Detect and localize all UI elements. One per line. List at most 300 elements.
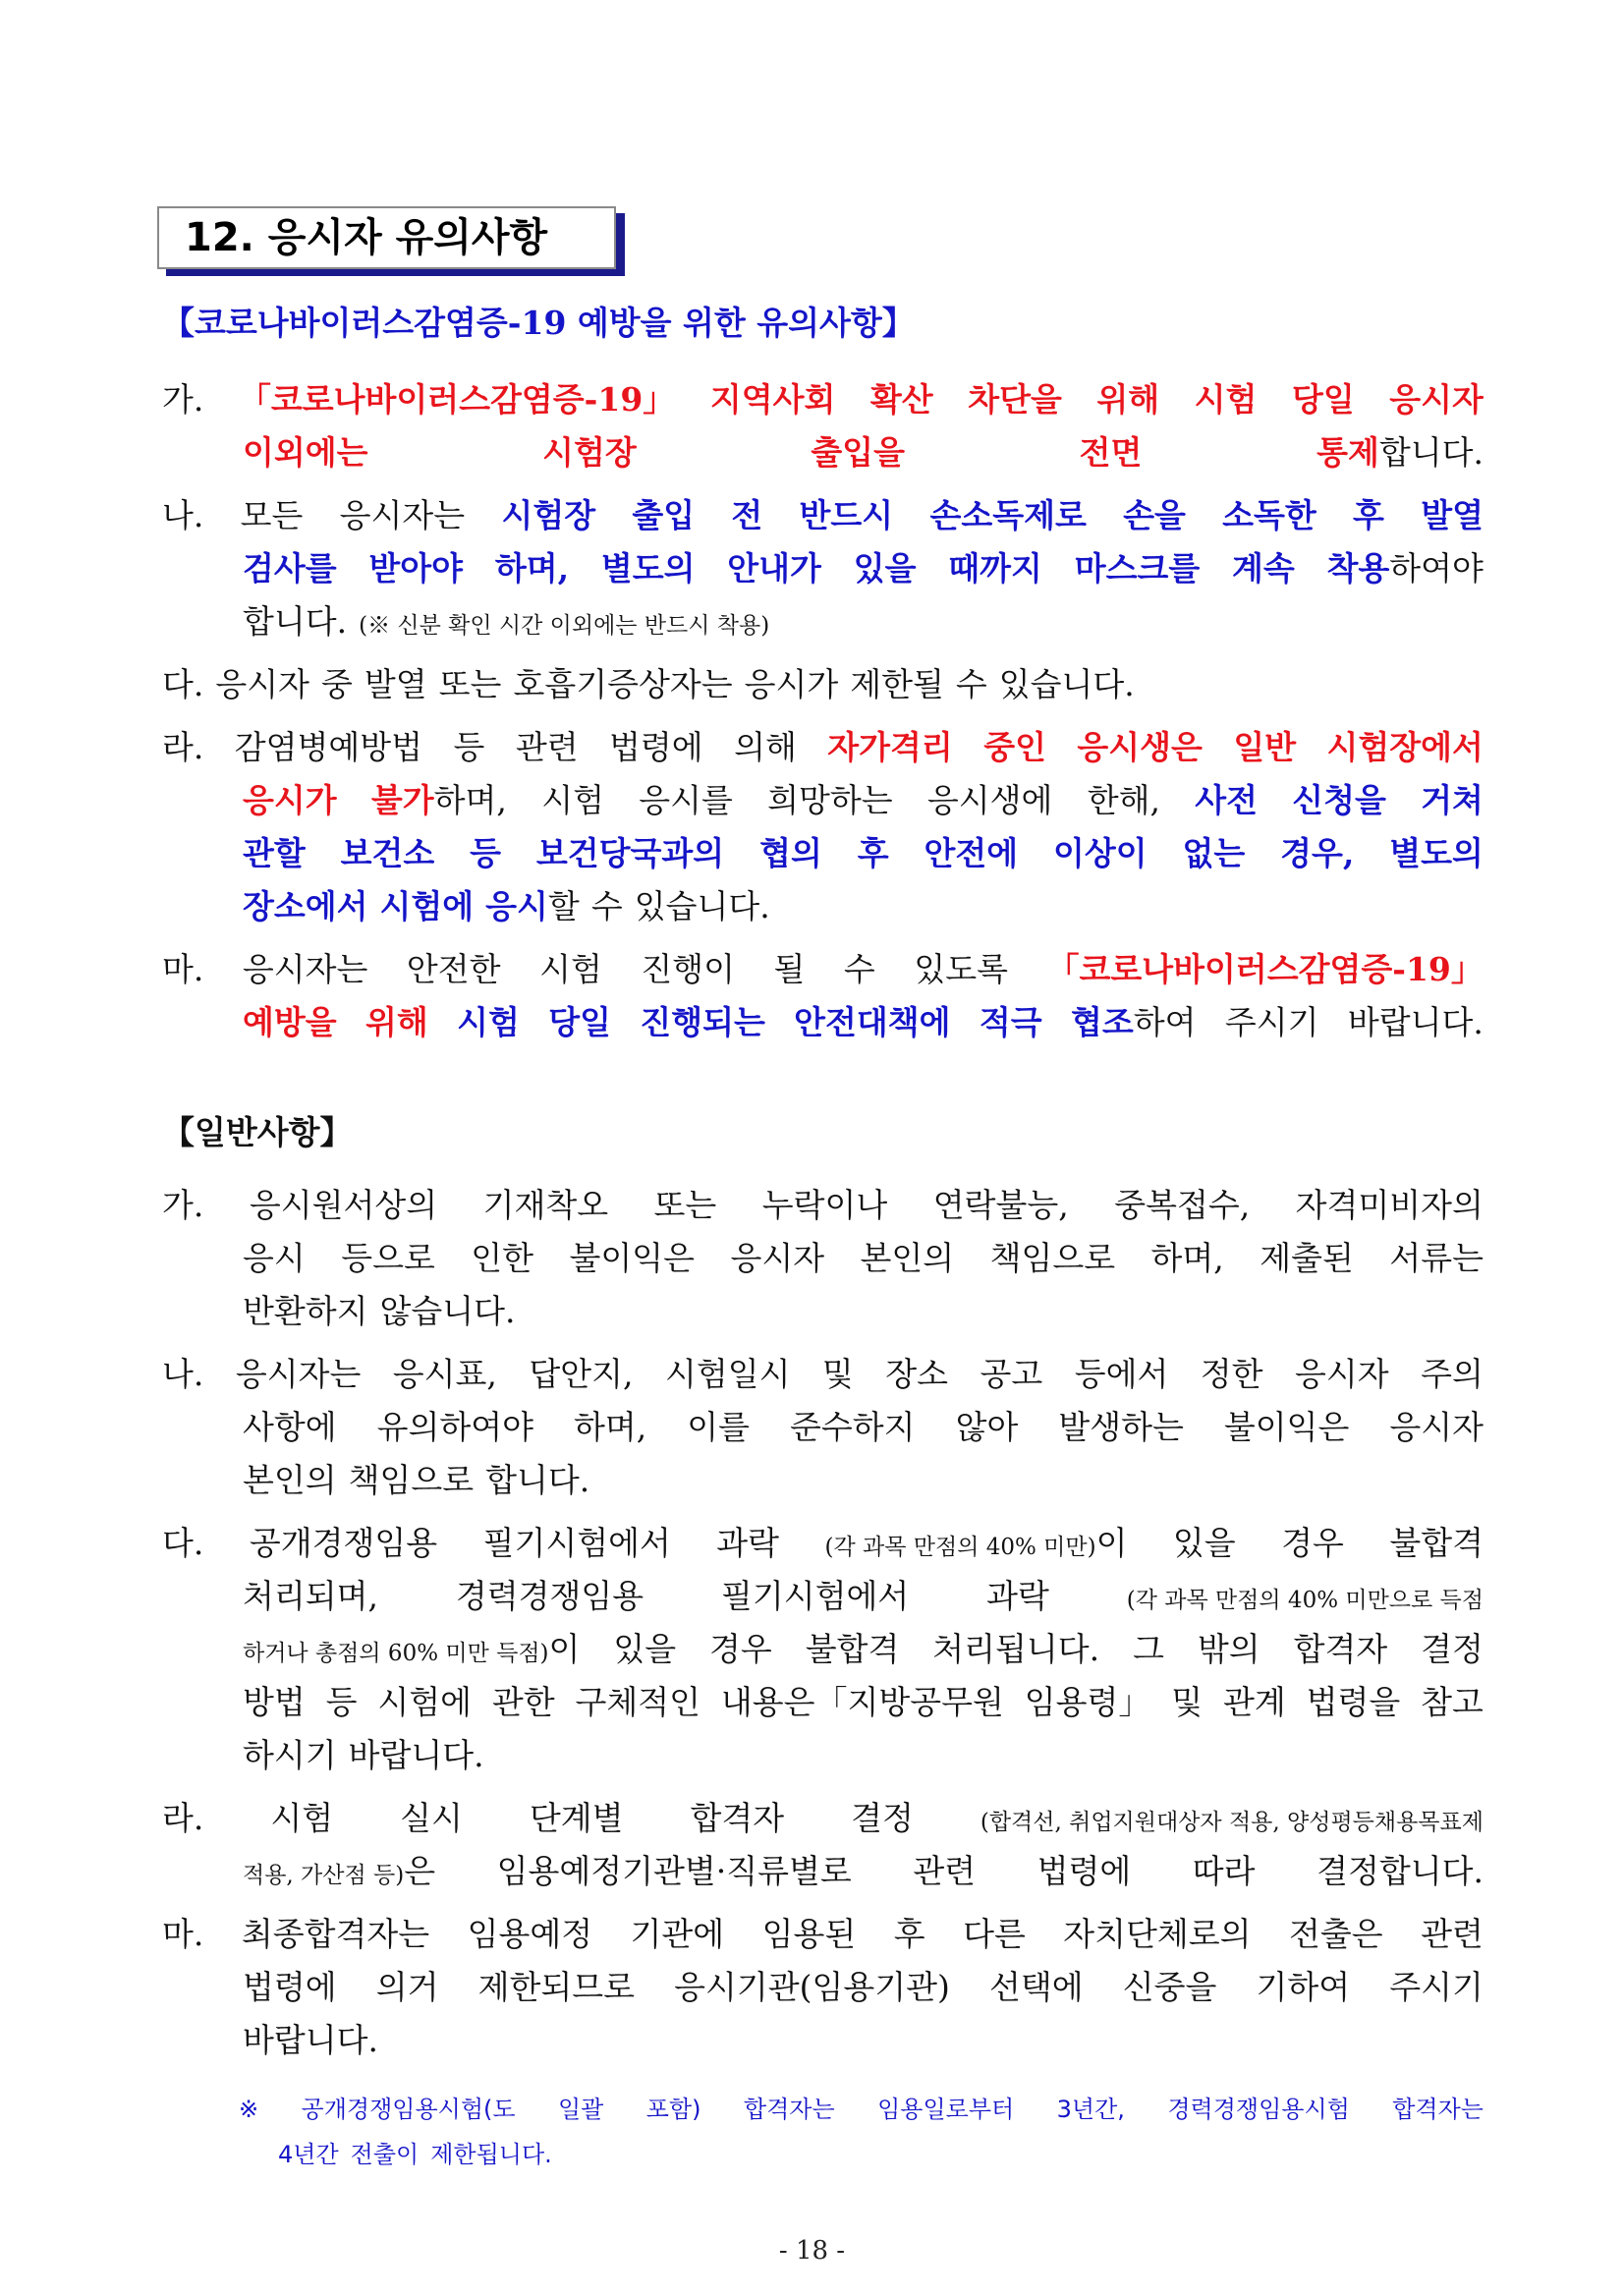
word xyxy=(1389,1232,1484,1285)
word xyxy=(341,827,435,880)
word-text: 보건소 xyxy=(340,834,435,872)
word-text: 출입을 xyxy=(811,433,906,472)
word-text: 하시기 xyxy=(243,1736,337,1774)
word xyxy=(1088,774,1160,827)
word-text: 제한되므로 xyxy=(477,1968,636,2006)
word xyxy=(243,943,368,996)
word xyxy=(1421,1623,1484,1676)
word xyxy=(1389,1401,1484,1454)
word-text: 응시가 xyxy=(744,665,839,703)
word xyxy=(162,943,203,996)
word-text: 등 xyxy=(470,834,502,872)
word xyxy=(529,1348,633,1401)
word-text: 기재착오 xyxy=(482,1186,609,1224)
text-line xyxy=(162,489,1484,542)
word-text: 수 xyxy=(590,887,623,925)
word xyxy=(674,1961,950,2014)
word xyxy=(613,1623,676,1676)
word-text: 진행이 xyxy=(641,950,735,988)
word xyxy=(894,1908,925,1961)
word-text: 발생하는 xyxy=(1058,1408,1184,1446)
word-text: 「코로나바이러스감염증-19」 xyxy=(1046,950,1484,988)
word-text: 응시기관(임용기관) xyxy=(674,1968,950,2006)
word xyxy=(239,2087,258,2132)
word xyxy=(371,774,507,827)
word xyxy=(243,1401,337,1454)
word xyxy=(639,774,733,827)
word xyxy=(1071,996,1197,1049)
word xyxy=(243,1623,580,1680)
word xyxy=(241,489,304,542)
word-text: 전 xyxy=(731,496,763,534)
word xyxy=(321,658,353,711)
word xyxy=(470,827,501,880)
word-text: 다. xyxy=(162,665,204,703)
word-text: 실시 xyxy=(400,1799,463,1837)
word xyxy=(1281,1517,1344,1570)
list-item xyxy=(162,489,1484,648)
word xyxy=(215,658,309,711)
word xyxy=(980,1792,1484,1849)
word xyxy=(243,827,306,880)
word xyxy=(927,774,1053,827)
word-text: 법령에 xyxy=(609,728,703,766)
word xyxy=(302,2087,516,2132)
word xyxy=(827,721,953,774)
word xyxy=(485,880,580,933)
word xyxy=(349,1454,475,1507)
word-text: 응시원서상의 xyxy=(249,1186,438,1224)
text-line xyxy=(162,1623,1484,1676)
word-text: 응시 xyxy=(485,887,548,925)
word-text: 의해 xyxy=(734,728,797,766)
word xyxy=(1260,1232,1354,1285)
word xyxy=(456,1570,644,1623)
word xyxy=(1232,542,1295,595)
word-text: 마. xyxy=(162,950,204,988)
word xyxy=(654,1179,717,1232)
word-text: 그 xyxy=(1133,1630,1164,1668)
word-text: 일괄 xyxy=(557,2096,604,2123)
word xyxy=(471,1232,533,1285)
word-text: 하거나 총점의 60% 미만 득점) xyxy=(243,1641,549,1666)
word xyxy=(483,1179,609,1232)
word xyxy=(762,1179,888,1232)
word-text: 지역사회 xyxy=(709,380,836,419)
word-text: (각 과목 만점의 40% 미만으로 득점 xyxy=(1126,1588,1484,1613)
word-text: 라. xyxy=(162,1799,204,1837)
word xyxy=(989,1961,1084,2014)
word xyxy=(439,658,502,711)
word-text: 준수하지 xyxy=(790,1408,916,1446)
word xyxy=(548,996,611,1049)
word xyxy=(457,996,520,1049)
word xyxy=(1151,1232,1224,1285)
word-text: 관련 xyxy=(1421,1915,1484,1953)
word-text: 안내가 xyxy=(727,549,821,588)
word xyxy=(239,373,675,426)
word xyxy=(243,426,368,479)
word xyxy=(1133,1623,1164,1676)
word xyxy=(326,1676,358,1729)
word xyxy=(497,1845,852,1898)
word xyxy=(1167,2087,1349,2132)
word-text: 협의 xyxy=(759,834,822,872)
page-number: - 18 - xyxy=(778,2236,846,2266)
word-text: 또는 xyxy=(438,665,502,703)
text-line xyxy=(162,595,1484,648)
word-text: 불이익은 xyxy=(1223,1408,1350,1446)
word-text: 시험 xyxy=(541,781,604,819)
word xyxy=(709,1623,772,1676)
word xyxy=(351,2132,420,2177)
word-text: 임용일로부터 xyxy=(877,2096,1015,2123)
word-text: 등에서 xyxy=(1074,1355,1169,1393)
word xyxy=(1198,1623,1260,1676)
word xyxy=(932,1623,1099,1676)
word-text: 또는 xyxy=(653,1186,717,1224)
word xyxy=(745,658,839,711)
word-text: 불합격 xyxy=(805,1630,900,1668)
word xyxy=(1316,426,1484,479)
word xyxy=(162,489,203,542)
word-text: 법령을 xyxy=(1306,1683,1401,1721)
word xyxy=(1037,1845,1132,1898)
word-text: 경력경쟁임용 xyxy=(455,1577,644,1615)
word xyxy=(380,1285,516,1338)
word-text: 밖의 xyxy=(1197,1630,1260,1668)
word xyxy=(574,1401,646,1454)
word xyxy=(731,489,762,542)
word-text: 답안지, xyxy=(529,1355,634,1393)
word xyxy=(243,1232,306,1285)
word-text: 및 xyxy=(821,1355,854,1393)
word xyxy=(278,2132,339,2177)
word-text: 주시기 xyxy=(1224,1003,1319,1041)
word xyxy=(541,774,604,827)
text-line xyxy=(162,1961,1484,2014)
word-text: 소독한 xyxy=(1222,496,1316,534)
word-text: 적용, 가산점 등) xyxy=(243,1863,405,1888)
word xyxy=(365,996,428,1049)
word-text: 기관에 xyxy=(630,1915,725,1953)
word-suffix: 이 xyxy=(1095,1524,1128,1562)
word-text: 나. xyxy=(162,1355,204,1393)
word xyxy=(393,1348,497,1401)
word xyxy=(762,1908,857,1961)
word-text: 차단을 xyxy=(968,380,1062,419)
word-suffix: 하며, xyxy=(433,781,507,819)
word-text: 임용령」 xyxy=(1024,1683,1151,1721)
word-text: 검사를 xyxy=(243,549,337,588)
word-text: 이상이 xyxy=(1053,834,1148,872)
word-text: 통제 xyxy=(1316,433,1379,472)
word-text: 수 xyxy=(843,950,875,988)
word-text: 마. xyxy=(162,1915,204,1953)
text-line xyxy=(162,1401,1484,1454)
word-text: 이를 xyxy=(687,1408,751,1446)
word-text: 누락이나 xyxy=(761,1186,888,1224)
word xyxy=(539,943,602,996)
word-text: 중인 xyxy=(983,728,1046,766)
word-text: 않습니다. xyxy=(379,1292,516,1330)
word-text: 없는 xyxy=(1182,834,1246,872)
word xyxy=(990,1232,1116,1285)
word-text: 신중을 xyxy=(1122,1968,1217,2006)
text-line xyxy=(162,1348,1484,1401)
word-text: 가. xyxy=(162,1186,204,1224)
word xyxy=(1114,1179,1250,1232)
word xyxy=(162,373,203,426)
word xyxy=(1421,1676,1484,1729)
word xyxy=(162,1792,203,1845)
word-text: 등 xyxy=(325,1683,358,1721)
word xyxy=(1201,1348,1263,1401)
word-text: 다른 xyxy=(963,1915,1026,1953)
word xyxy=(576,1676,701,1729)
word-text: 시험장 xyxy=(542,433,637,472)
word xyxy=(501,489,595,542)
word-text: 공고 xyxy=(980,1355,1043,1393)
text-line xyxy=(162,1454,1484,1507)
word xyxy=(730,1232,824,1285)
word-text: 하며, xyxy=(494,549,570,588)
word xyxy=(1075,542,1201,595)
word-text: 될 xyxy=(773,950,806,988)
word-text: 필기시험에서 xyxy=(482,1524,671,1562)
word xyxy=(1193,1845,1256,1898)
text-line xyxy=(162,1517,1484,1570)
word-text: 불이익은 xyxy=(569,1239,695,1277)
word-text: 보건당국과의 xyxy=(535,834,725,872)
list-item xyxy=(162,1348,1484,1507)
word xyxy=(1096,373,1159,426)
word-text: 않아 xyxy=(955,1408,1019,1446)
word xyxy=(376,1961,439,2014)
text-line xyxy=(162,996,1484,1049)
word-text: 법령에 xyxy=(243,1968,337,2006)
word-text: (합격선, 취업지원대상자 적용, 양성평등채용목표제 xyxy=(980,1810,1484,1835)
covid-heading: 【코로나바이러스감염증-19 예방을 위한 유의사항】 xyxy=(162,304,915,342)
word xyxy=(986,1570,1049,1623)
word xyxy=(646,2087,701,2132)
word xyxy=(1421,489,1484,542)
word xyxy=(243,1729,337,1782)
word-text: 제한될 xyxy=(850,665,944,703)
text-line xyxy=(162,1845,1484,1898)
word xyxy=(242,1908,429,1961)
word-text: 유의하여야 xyxy=(376,1408,534,1446)
word-text: 선택에 xyxy=(989,1968,1084,2006)
word-text: 응시자 xyxy=(1389,1408,1484,1446)
word-text: 응시표, xyxy=(392,1355,497,1393)
word xyxy=(1077,721,1203,774)
word xyxy=(641,943,735,996)
word xyxy=(806,1623,900,1676)
word xyxy=(162,1348,203,1401)
word xyxy=(1025,1676,1151,1729)
text-line xyxy=(239,2087,1484,2132)
word xyxy=(162,1908,203,1961)
word-text: 처리되며, xyxy=(243,1577,379,1615)
word-text: 안전에 xyxy=(924,834,1019,872)
word-text: 당일 xyxy=(1291,380,1355,419)
word xyxy=(250,1517,437,1570)
word xyxy=(1292,774,1386,827)
transfer-restriction-note xyxy=(239,2087,1484,2177)
word xyxy=(235,721,422,774)
word-text: 최종합격자는 xyxy=(241,1915,430,1953)
word-text: 중복접수, xyxy=(1114,1186,1251,1224)
word xyxy=(924,827,1018,880)
word xyxy=(744,2087,835,2132)
word-text: 중 xyxy=(321,665,353,703)
word-suffix: 은 xyxy=(404,1852,436,1890)
word xyxy=(516,721,579,774)
word-text: 제한됩니다. xyxy=(430,2141,552,2168)
word xyxy=(1392,2087,1484,2132)
word-text: 연락불능, xyxy=(932,1186,1069,1224)
word xyxy=(1280,827,1354,880)
word xyxy=(870,373,933,426)
text-line xyxy=(162,1792,1484,1845)
word-text: 손소독제로 xyxy=(929,496,1087,534)
word-suffix: 합니다. xyxy=(1378,433,1484,472)
list-item xyxy=(162,658,1484,711)
word-text: 합니다. xyxy=(485,1461,590,1499)
word-text: 발열 xyxy=(364,665,427,703)
word-suffix: 하여 xyxy=(1133,1003,1197,1041)
text-line xyxy=(162,1232,1484,1285)
text-line xyxy=(162,542,1484,595)
word-text: 임용예정기관별·직류별로 xyxy=(496,1852,852,1890)
word-text: 나. xyxy=(162,496,204,534)
word xyxy=(483,1517,671,1570)
word xyxy=(1123,489,1186,542)
word-text: 착용 xyxy=(1326,549,1390,588)
word xyxy=(1058,1401,1184,1454)
text-line xyxy=(162,721,1484,774)
word-text: ※ xyxy=(239,2096,259,2123)
word xyxy=(1289,1908,1383,1961)
word-text: 합격자 xyxy=(690,1799,785,1837)
word xyxy=(162,1179,203,1232)
word-text: 단계별 xyxy=(529,1799,624,1837)
word-text: 시험 xyxy=(539,950,602,988)
word xyxy=(721,1676,1004,1729)
word xyxy=(1307,1676,1401,1729)
word-text: 포함) xyxy=(645,2096,701,2123)
word-text: 관계 xyxy=(1223,1683,1286,1721)
word xyxy=(794,996,950,1049)
word xyxy=(825,1517,1128,1574)
word-text: 의거 xyxy=(375,1968,439,2006)
word xyxy=(530,1792,624,1845)
word-text: 합격자 xyxy=(1293,1630,1388,1668)
text-line xyxy=(162,2014,1484,2067)
word xyxy=(980,996,1042,1049)
word-text: 받아야 xyxy=(368,549,464,588)
word-text: 법령에 xyxy=(1036,1852,1132,1890)
word xyxy=(430,2132,552,2177)
word-suffix: 할 xyxy=(547,887,580,925)
word-text: 자가격리 xyxy=(827,728,953,766)
word-text: 위해 xyxy=(1096,380,1160,419)
word xyxy=(243,1676,306,1729)
word-text: 응시자 xyxy=(1295,1355,1389,1393)
word-text: 응시생은 xyxy=(1077,728,1203,766)
word-text: 경우 xyxy=(709,1630,772,1668)
word-text: 후 xyxy=(893,1915,925,1953)
word xyxy=(1195,373,1258,426)
text-line xyxy=(239,2132,1484,2177)
word-text: 응시가 xyxy=(243,781,337,819)
word xyxy=(1057,2087,1125,2132)
word-text: 마스크를 xyxy=(1074,549,1201,588)
word-text: 응시자 xyxy=(215,665,310,703)
text-line xyxy=(162,943,1484,996)
word xyxy=(478,1961,635,2014)
list-item xyxy=(162,1517,1484,1782)
word-text: 희망하는 xyxy=(767,781,893,819)
word xyxy=(687,1401,750,1454)
general-heading: 【일반사항】 xyxy=(162,1113,353,1151)
word-text: 경우, xyxy=(1280,834,1355,872)
word xyxy=(956,658,987,711)
word-text: 일반 xyxy=(1233,728,1297,766)
word-text: 안전대책에 xyxy=(794,1003,951,1041)
word xyxy=(400,1792,463,1845)
word xyxy=(999,658,1135,711)
word-text: 시험장 xyxy=(501,496,596,534)
word xyxy=(243,1285,368,1338)
word-text: 있을 xyxy=(1172,1524,1236,1562)
word-text: 자격미비자의 xyxy=(1295,1186,1484,1224)
word-text: 관할 xyxy=(243,834,306,872)
word xyxy=(1389,1517,1484,1570)
word-text: 본인의 xyxy=(860,1239,955,1277)
word-text: 과락 xyxy=(986,1577,1049,1615)
word xyxy=(885,1348,948,1401)
word-text: 수 xyxy=(955,665,987,703)
word-text: 관련 xyxy=(913,1852,977,1890)
word-text: 가. xyxy=(162,380,204,419)
word-text: 임용예정 xyxy=(467,1915,593,1953)
text-line xyxy=(162,373,1484,426)
word xyxy=(1389,827,1484,880)
word xyxy=(1316,1845,1484,1898)
word xyxy=(948,542,1042,595)
word-text: 시험 xyxy=(457,1003,520,1041)
word xyxy=(914,943,1008,996)
word xyxy=(1294,1623,1388,1676)
list-item xyxy=(162,721,1484,933)
word xyxy=(1053,827,1148,880)
word xyxy=(721,1570,909,1623)
word-text: 임용된 xyxy=(761,1915,857,1953)
word-text: 정한 xyxy=(1200,1355,1263,1393)
word xyxy=(609,721,703,774)
word xyxy=(635,880,770,933)
word xyxy=(1171,1676,1203,1729)
word xyxy=(1295,1348,1389,1401)
word-text: 당일 xyxy=(548,1003,611,1041)
word-text: 후 xyxy=(1353,496,1384,534)
word xyxy=(933,1179,1069,1232)
word xyxy=(243,996,337,1049)
word-text: 시험장에서 xyxy=(1326,728,1484,766)
word-text: 호흡기증상자는 xyxy=(513,665,733,703)
